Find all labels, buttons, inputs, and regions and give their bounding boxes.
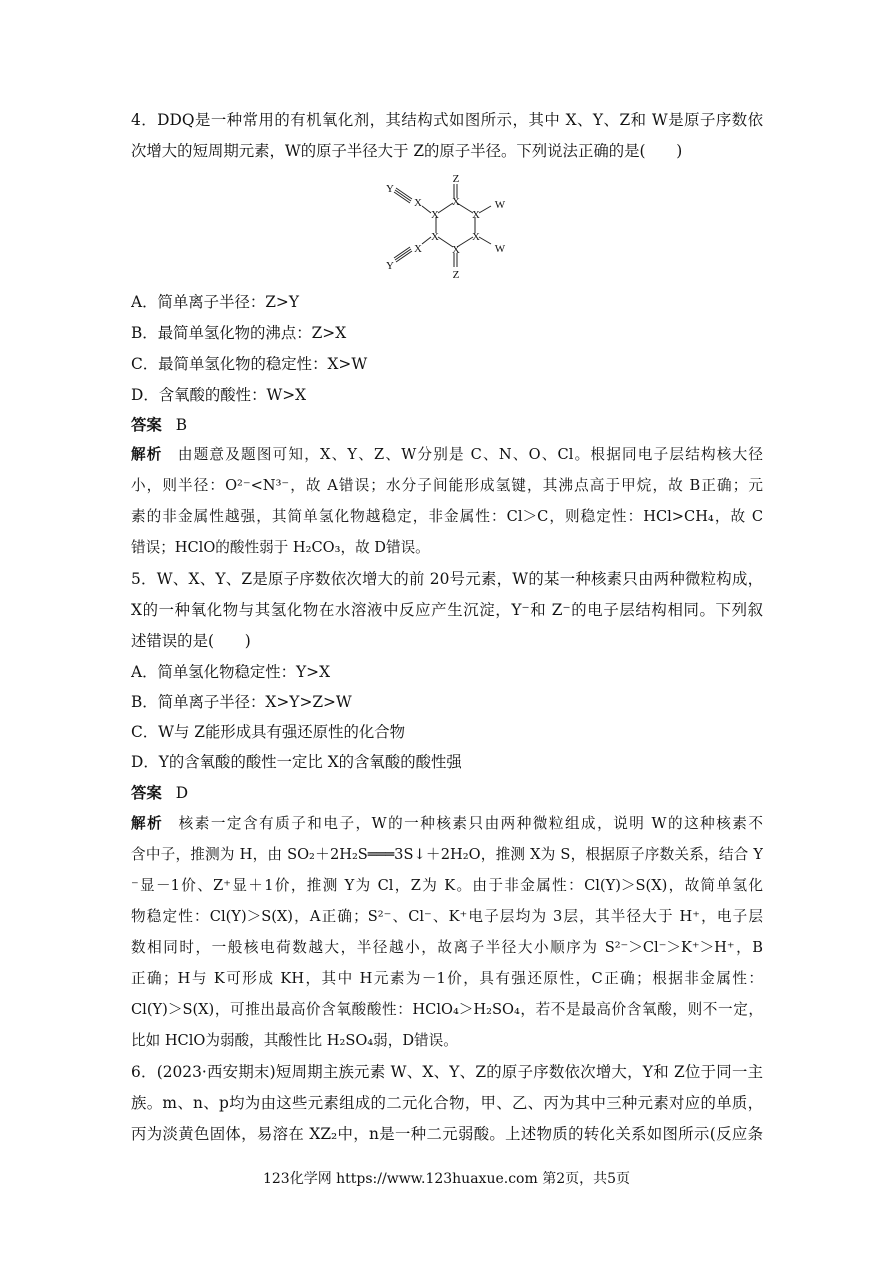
q5-answer-label: 答案 [131, 784, 162, 802]
atom-w-upper: W [494, 199, 506, 211]
q5-option-a: A．简单氢化物稳定性：Y>X [131, 663, 331, 681]
q5-stem-line-2: X的一种氧化物与其氢化物在水溶液中反应产生沉淀，Y⁻和 Z⁻的电子层结构相同。下列叙 [131, 601, 763, 619]
q4-analysis-text-1: 由题意及题图可知，X、Y、Z、W分别是 C、N、O、Cl。根据同电子层结构核大径 [176, 446, 763, 463]
q6-stem-line-3: 丙为淡黄色固体，易溶在 XZ₂中，n是一种二元弱酸。上述物质的转化关系如图所示(反应条 [131, 1125, 763, 1143]
q4-answer-label: 答案 [131, 416, 162, 434]
q4-answer-value: B [175, 416, 188, 434]
q5-option-d: D．Y的含氧酸的酸性一定比 X的含氧酸的酸性强 [131, 753, 462, 771]
atom-x-ring-upper-right: X [472, 209, 480, 221]
q5-analysis-line-5: 数相同时，一般核电荷数越大，半径越小，故离子半径大小顺序为 S²⁻＞Cl⁻＞K⁺＞H⁺，B [131, 939, 763, 956]
q4-option-a: A．简单离子半径：Z>Y [131, 293, 299, 311]
atom-z-bottom: Z [452, 269, 460, 281]
q5-option-b: B．简单离子半径：X>Y>Z>W [131, 693, 352, 711]
page-footer: 123化学网 https://www.123huaxue.com 第2页，共5页 [262, 1171, 631, 1187]
q5-answer [131, 778, 763, 808]
atom-x-ring-lower-left: X [431, 231, 439, 243]
q4-analysis-label: 解析 [131, 446, 163, 463]
atom-x-ring-top: X [452, 196, 460, 208]
atom-x-ring-upper-left: X [431, 209, 439, 221]
q4-analysis-line-2: 小，则半径：O²⁻<N³⁻，故 A错误；水分子间能形成氢键，其沸点高于甲烷，故 B正确；元 [131, 477, 763, 494]
q4-option-d: D．含氧酸的酸性：W>X [131, 386, 307, 404]
q5-stem-line-3: 述错误的是( ) [131, 632, 251, 650]
atom-z-top: Z [452, 173, 460, 185]
q4-stem-line-2: 次增大的短周期元素，W的原子半径大于 Z的原子半径。下列说法正确的是( ) [131, 142, 683, 160]
atom-y-upper-left: Y [386, 183, 394, 195]
q4-analysis-line-1 [131, 440, 763, 470]
q5-analysis-label: 解析 [131, 815, 164, 832]
ddq-structure-diagram [378, 172, 518, 284]
atom-x-ring-lower-right: X [472, 231, 480, 243]
q6-stem-line-1: 6．(2023·西安期末)短周期主族元素 W、X、Y、Z的原子序数依次增大，Y和 Z位于同一主 [131, 1063, 763, 1081]
q5-stem-line-1: 5．W、X、Y、Z是原子序数依次增大的前 20号元素，W的某一种核素只由两种微粒构成， [131, 570, 763, 588]
atom-x-lower-left: X [414, 243, 422, 255]
q5-analysis-line-8: 比如 HClO为弱酸，其酸性比 H₂SO₄弱，D错误。 [131, 1032, 458, 1049]
q4-stem-line-1: 4．DDQ是一种常用的有机氧化剂，其结构式如图所示，其中 X、Y、Z和 W是原子序数依 [131, 111, 763, 129]
q6-stem-line-2: 族。m、n、p均为由这些元素组成的二元化合物，甲、乙、丙为其中三种元素对应的单质， [131, 1094, 763, 1112]
q5-option-c: C．W与 Z能形成具有强还原性的化合物 [131, 723, 406, 741]
q4-answer [131, 410, 763, 440]
q5-analysis-text-1: 核素一定含有质子和电子，W的一种核素只由两种微粒组成，说明 W的这种核素不 [177, 815, 763, 832]
atom-x-ring-bottom: X [452, 244, 460, 256]
q5-analysis-line-3: ⁻显－1价、Z⁺显＋1价，推测 Y为 Cl，Z为 K。由于非金属性：Cl(Y)＞S(X)，故简单氢化 [131, 877, 763, 894]
q5-analysis-line-6: 正确；H与 K可形成 KH，其中 H元素为－1价，具有强还原性，C正确；根据非金属性： [131, 970, 763, 987]
q5-answer-value: D [175, 784, 189, 802]
q5-analysis-line-7: Cl(Y)＞S(X)，可推出最高价含氧酸酸性：HClO₄＞H₂SO₄，若不是最高价含氧酸，则不一定， [131, 1001, 763, 1018]
q4-option-c: C．最简单氢化物的稳定性：X>W [131, 355, 368, 373]
q4-analysis-line-4: 错误；HClO的酸性弱于 H₂CO₃，故 D错误。 [131, 539, 430, 556]
atom-y-lower-left: Y [386, 260, 394, 272]
atom-w-lower: W [494, 243, 506, 255]
q4-option-b: B．最简单氢化物的沸点：Z>X [131, 324, 347, 342]
q4-analysis-line-3: 素的非金属性越强，其简单氢化物越稳定，非金属性：Cl＞C，则稳定性：HCl>CH₄，故 C [131, 508, 763, 525]
q5-analysis-line-1 [131, 809, 763, 839]
q5-analysis-line-4: 物稳定性：Cl(Y)＞S(X)，A正确；S²⁻、Cl⁻、K⁺电子层均为 3层，其半径大于 H⁺，电子层 [131, 908, 763, 925]
atom-x-upper-left: X [414, 197, 422, 209]
q5-analysis-line-2: 含中子，推测为 H，由 SO₂＋2H₂S═══3S↓＋2H₂O，推测 X为 S，根据原子序数关系，结合 Y [131, 846, 763, 863]
